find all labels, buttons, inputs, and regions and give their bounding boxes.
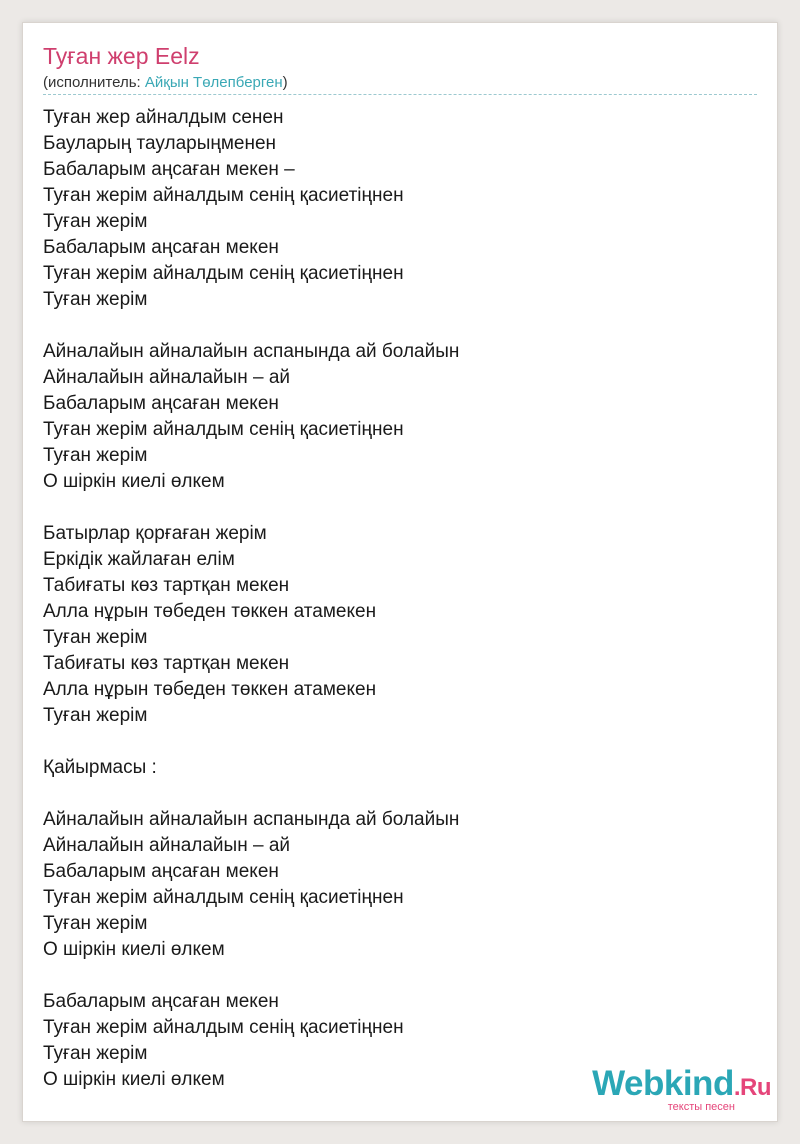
logo-wordmark [592,1066,771,1106]
lyric-line: Туған жерім айналдым сенің қасиетіңнен [43,185,404,206]
song-title: Туған жер Eelz [43,43,200,69]
lyric-line: Туған жерім [43,211,148,232]
lyric-line: О шіркін киелі өлкем [43,939,225,960]
lyric-line: Табиғаты көз тартқан мекен [43,653,290,674]
lyric-line: Қайырмасы : [43,757,157,778]
lyric-line: Туған жерім [43,627,148,648]
artist-suffix: ) [282,74,288,91]
lyric-line: Бабаларым аңсаған мекен – [43,159,295,180]
lyric-line: Алла нұрын төбеден төккен атамекен [43,601,377,622]
lyric-line: Айналайын айналайын аспанында ай болайын [43,341,460,362]
lyric-line [43,313,459,339]
lyric-line: О шіркін киелі өлкем [43,471,225,492]
lyric-line: Айналайын айналайын аспанында ай болайын [43,809,460,830]
lyric-line [43,963,459,989]
artist-link[interactable]: Айқын Төлепберген [144,74,283,91]
lyric-line: Туған жерім айналдым сенің қасиетіңнен [43,419,404,440]
lyric-line: Батырлар қорғаған жерім [43,523,267,544]
lyric-line [43,729,459,755]
lyric-line: Еркідік жайлаған елім [43,549,235,570]
lyric-line: Табиғаты көз тартқан мекен [43,575,290,596]
lyric-line [43,781,459,807]
lyric-line: Айналайын айналайын – ай [43,835,290,856]
lyric-line: Туған жерім [43,913,148,934]
logo-tagline: тексты песен [667,1101,735,1113]
lyric-line: Туған жерім [43,289,148,310]
logo-tld: .Ru [733,1074,771,1101]
webkind-logo [592,1066,771,1113]
lyric-line [43,495,459,521]
lyric-line: Бабаларым аңсаған мекен [43,237,279,258]
lyrics-body [43,105,459,1093]
lyric-line: Туған жерім айналдым сенің қасиетіңнен [43,887,404,908]
lyric-line: Туған жер айналдым сенен [43,107,284,128]
lyric-line: Алла нұрын төбеден төккен атамекен [43,679,377,700]
lyrics-sheet [22,22,778,1122]
lyric-line: Бауларың тауларыңменен [43,133,277,154]
lyric-line: Туған жерім айналдым сенің қасиетіңнен [43,1017,404,1038]
lyric-line: Бабаларым аңсаған мекен [43,991,279,1012]
lyric-line: Туған жерім [43,705,148,726]
lyric-line: Айналайын айналайын – ай [43,367,290,388]
lyric-line: Бабаларым аңсаған мекен [43,861,279,882]
header-divider [43,94,757,95]
lyric-line: О шіркін киелі өлкем [43,1069,225,1090]
logo-name: Webkind [592,1064,734,1103]
artist-line [43,74,288,91]
lyric-line: Туған жерім [43,1043,148,1064]
lyric-line: Бабаларым аңсаған мекен [43,393,279,414]
artist-prefix: (исполнитель: [43,74,145,91]
lyric-line: Туған жерім [43,445,148,466]
lyric-line: Туған жерім айналдым сенің қасиетіңнен [43,263,404,284]
